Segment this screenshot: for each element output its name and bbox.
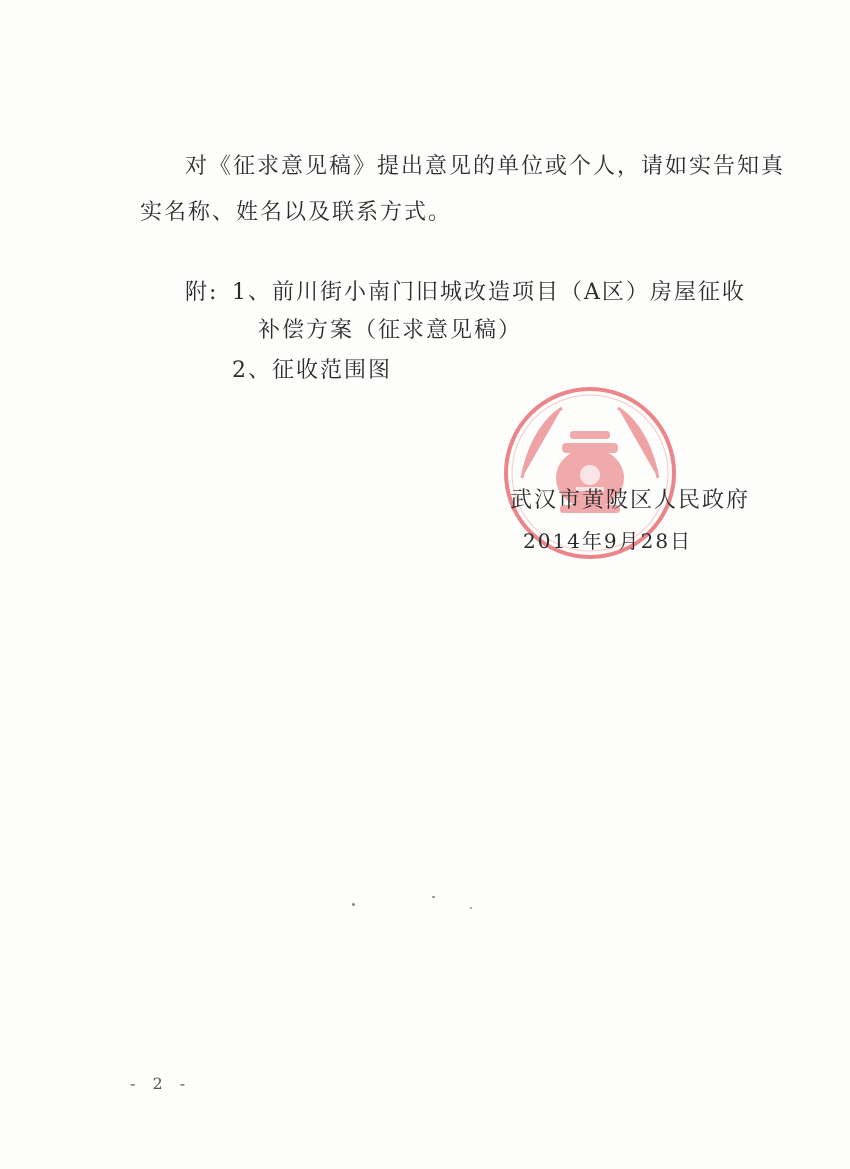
issue-date: 2014年9月28日 xyxy=(523,529,693,553)
scan-speck xyxy=(352,903,355,906)
scan-speck xyxy=(470,907,472,909)
scan-speck xyxy=(432,896,435,898)
body-paragraph-line-1: 对《征求意见稿》提出意见的单位或个人，请如实告知真 xyxy=(185,154,786,179)
issuing-organization: 武汉市黄陂区人民政府 xyxy=(510,488,751,513)
attachment-label: 附: xyxy=(185,280,219,305)
attachment-item-1-line-1: 1、前川街小南门旧城改造项目（A区）房屋征收 xyxy=(232,280,746,305)
body-paragraph-line-2: 实名称、姓名以及联系方式。 xyxy=(140,200,453,225)
attachment-item-1-line-2: 补偿方案（征求意见稿） xyxy=(258,318,523,343)
page-number: - 2 - xyxy=(130,1074,192,1093)
attachment-item-2: 2、征收范围图 xyxy=(232,358,392,383)
